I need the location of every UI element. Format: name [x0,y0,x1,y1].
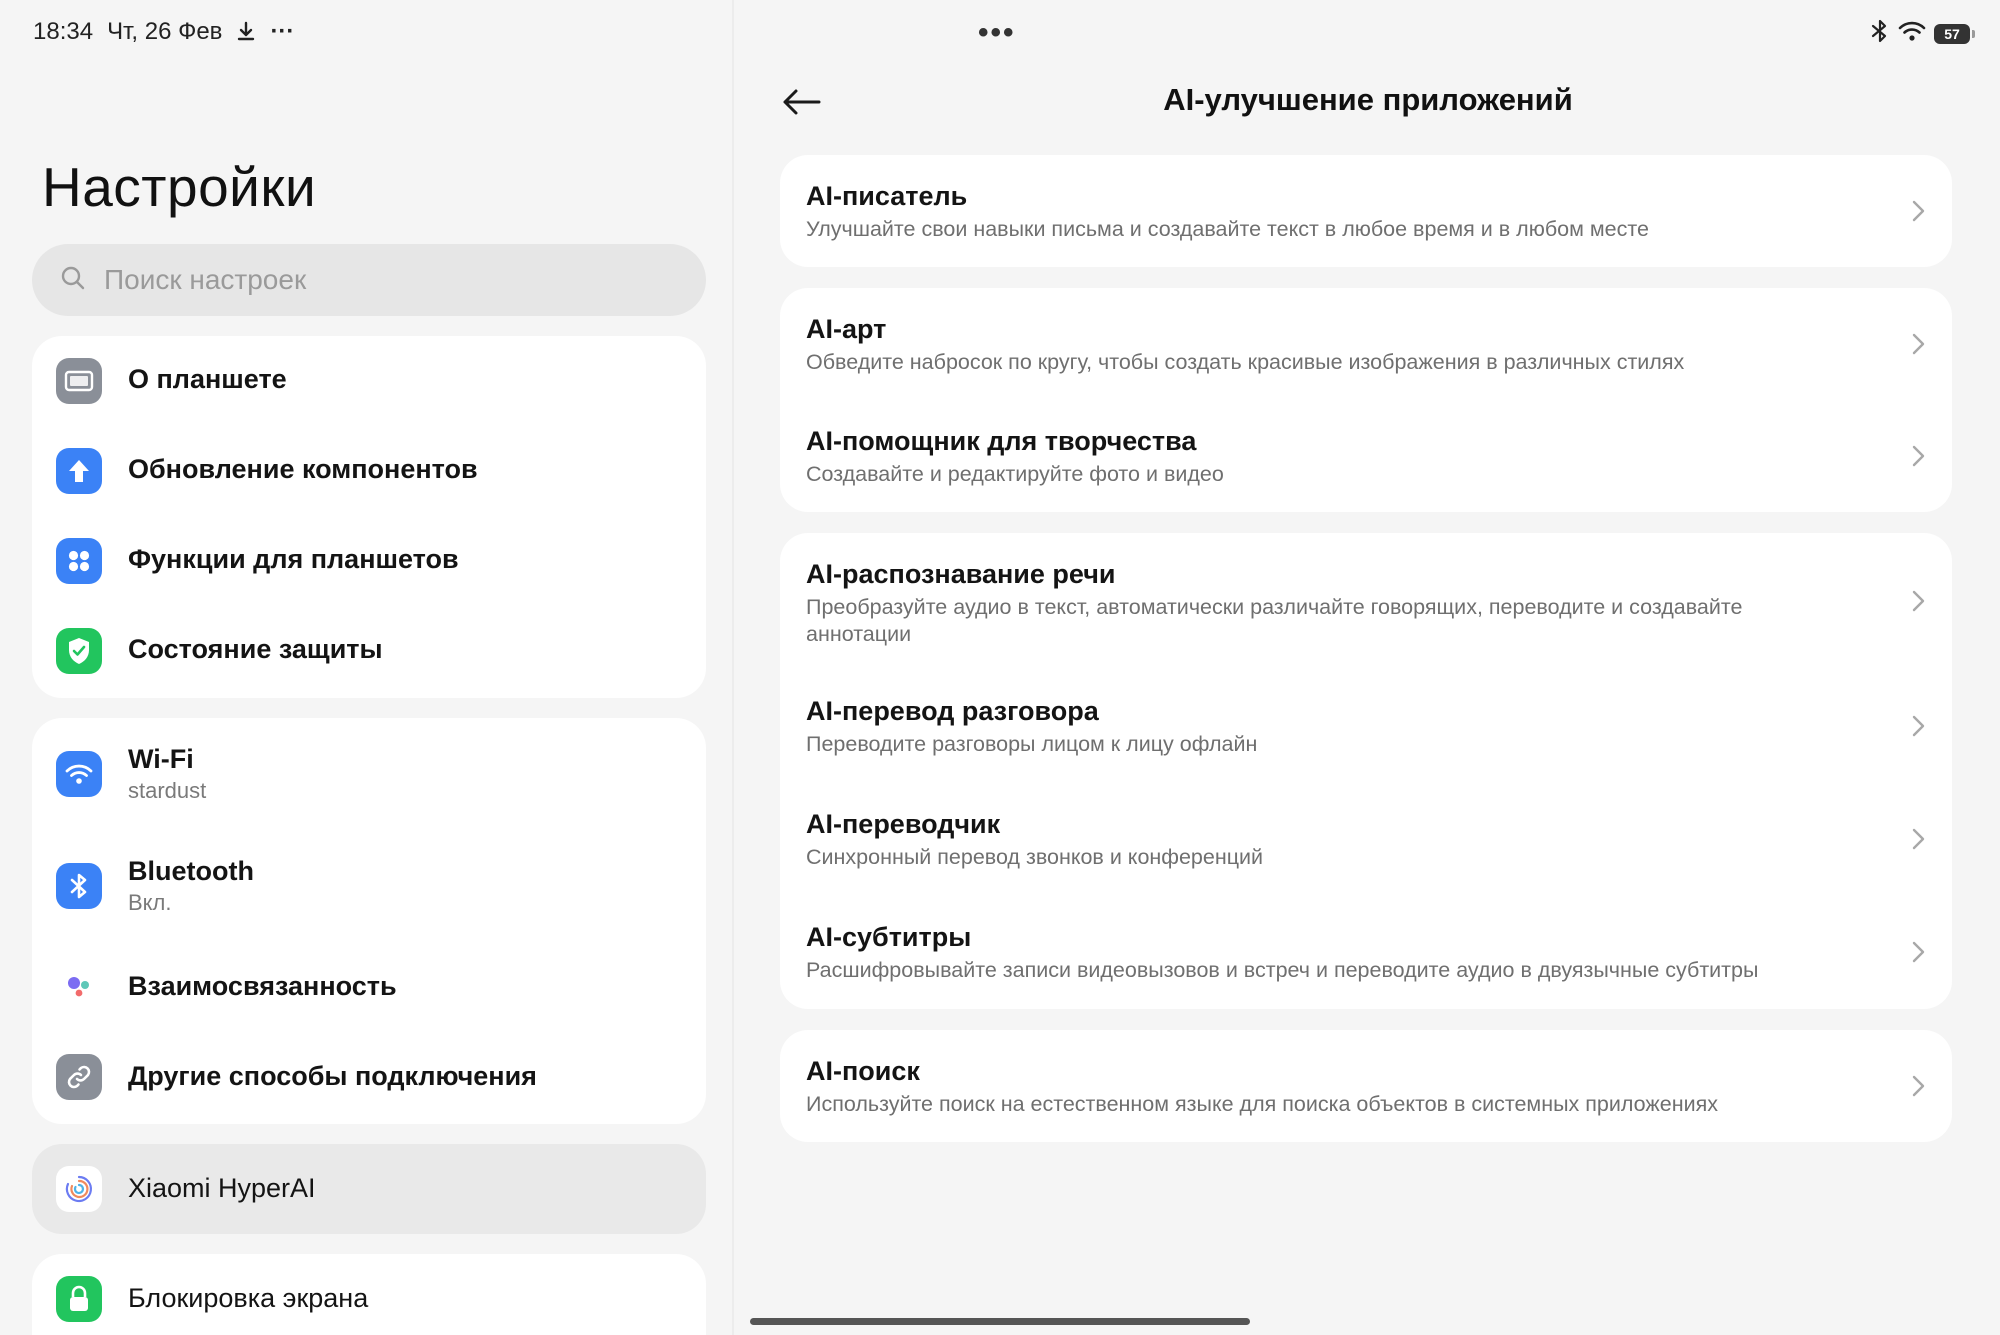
sidebar-item-label: Взаимосвязанность [128,971,397,1001]
sidebar-item-label: Состояние защиты [128,634,383,664]
search-icon [60,265,86,296]
more-options-icon[interactable]: ••• [978,16,1016,49]
sidebar-item-protection-status[interactable] [32,606,706,696]
list-item-ai-conversation-translation[interactable] [780,670,1952,783]
tablet-icon [56,358,102,404]
download-icon [236,21,256,43]
sidebar-item-label: Обновление компонентов [128,454,478,484]
bluetooth-icon [56,863,102,909]
wifi-network-name: stardust [128,778,207,803]
grid-dots-icon [56,538,102,584]
chevron-right-icon [1906,938,1930,966]
chevron-right-icon [1906,1072,1930,1100]
home-indicator[interactable] [750,1318,1250,1325]
chevron-right-icon [1906,825,1930,853]
sidebar-item-label: О планшете [128,364,287,394]
sidebar-item-label: Wi-Fi [128,744,194,774]
wifi-icon [56,751,102,797]
item-description: Используйте поиск на естественном языке для поиска объектов в системных приложениях [806,1092,1718,1116]
detail-pane [736,0,2000,1335]
status-overflow: ··· [270,18,295,45]
settings-group-connections [32,718,706,1124]
sidebar-item-bluetooth[interactable] [32,830,706,942]
item-description: Улучшайте свои навыки письма и создавайте текст в любое время и в любом месте [806,217,1649,241]
bluetooth-status: Вкл. [128,890,172,915]
item-title: AI-арт [806,314,887,344]
sidebar-item-component-update[interactable] [32,426,706,516]
item-title: AI-помощник для творчества [806,426,1197,456]
list-item-ai-subtitles[interactable] [780,896,1952,1009]
sidebar-item-tablet-features[interactable] [32,516,706,606]
item-title: AI-перевод разговора [806,696,1099,726]
item-description: Расшифровывайте записи видеовызовов и встреч и переводите аудио в двуязычные субтитры [806,958,1759,982]
item-description: Обведите набросок по кругу, чтобы создать красивые изображения в различных стилях [806,350,1685,374]
feature-card [780,155,1952,267]
feature-card [780,533,1952,1009]
search-input[interactable] [104,264,664,296]
list-item-ai-search[interactable] [780,1030,1952,1142]
settings-group-hyperai [32,1144,706,1234]
chevron-right-icon [1906,712,1930,740]
sidebar-item-label: Bluetooth [128,856,254,886]
list-item-ai-art[interactable] [780,288,1952,400]
chevron-right-icon [1906,330,1930,358]
page-title: Настройки [42,156,317,218]
status-bar-left [33,16,294,48]
sidebar-item-label: Блокировка экрана [128,1283,369,1313]
sidebar-item-lock-screen[interactable] [32,1254,706,1335]
chevron-right-icon [1906,442,1930,470]
arrow-up-icon [56,448,102,494]
list-item-ai-creative-assistant[interactable] [780,400,1952,512]
item-title: AI-поиск [806,1056,920,1086]
shield-check-icon [56,628,102,674]
sidebar-item-other-connections[interactable] [32,1032,706,1122]
search-bar[interactable] [32,244,706,316]
item-description: Переводите разговоры лицом к лицу офлайн [806,732,1258,756]
sidebar-item-wifi[interactable] [32,718,706,830]
chevron-right-icon [1906,587,1930,615]
chevron-right-icon [1906,197,1930,225]
status-date: Чт, 26 Фев [107,18,223,45]
item-title: AI-переводчик [806,809,1001,839]
lock-icon [56,1276,102,1322]
link-icon [56,1054,102,1100]
bluetooth-status-icon [1870,18,1890,49]
status-bar-right [1870,18,1970,49]
settings-sidebar [0,0,734,1335]
list-item-ai-speech-recognition[interactable] [780,533,1952,670]
list-item-ai-writer[interactable] [780,155,1952,267]
sidebar-item-label: Функции для планшетов [128,544,459,574]
item-title: AI-распознавание речи [806,559,1116,589]
sidebar-item-xiaomi-hyperai[interactable] [32,1144,706,1234]
wifi-status-icon [1898,20,1926,47]
item-title: AI-субтитры [806,922,972,952]
settings-group-device [32,336,706,698]
sidebar-item-interconnectivity[interactable] [32,942,706,1032]
connectivity-dots-icon [56,964,102,1010]
feature-card [780,1030,1952,1142]
item-description: Преобразуйте аудио в текст, автоматически различайте говорящих, переводите и создавайте аннотации [806,595,1743,646]
hyperai-swirl-icon [56,1166,102,1212]
list-item-ai-translator[interactable] [780,783,1952,896]
page-title: AI-улучшение приложений [1163,82,1573,117]
settings-group-lockscreen [32,1254,706,1335]
feature-card [780,288,1952,512]
status-time: 18:34 [33,18,94,45]
sidebar-item-label: Другие способы подключения [128,1061,537,1091]
item-title: AI-писатель [806,181,968,211]
item-description: Создавайте и редактируйте фото и видео [806,462,1224,486]
sidebar-item-about-tablet[interactable] [32,336,706,426]
item-description: Синхронный перевод звонков и конференций [806,845,1264,869]
sidebar-item-label: Xiaomi HyperAI [128,1173,316,1203]
battery-icon: 57 [1934,24,1970,44]
